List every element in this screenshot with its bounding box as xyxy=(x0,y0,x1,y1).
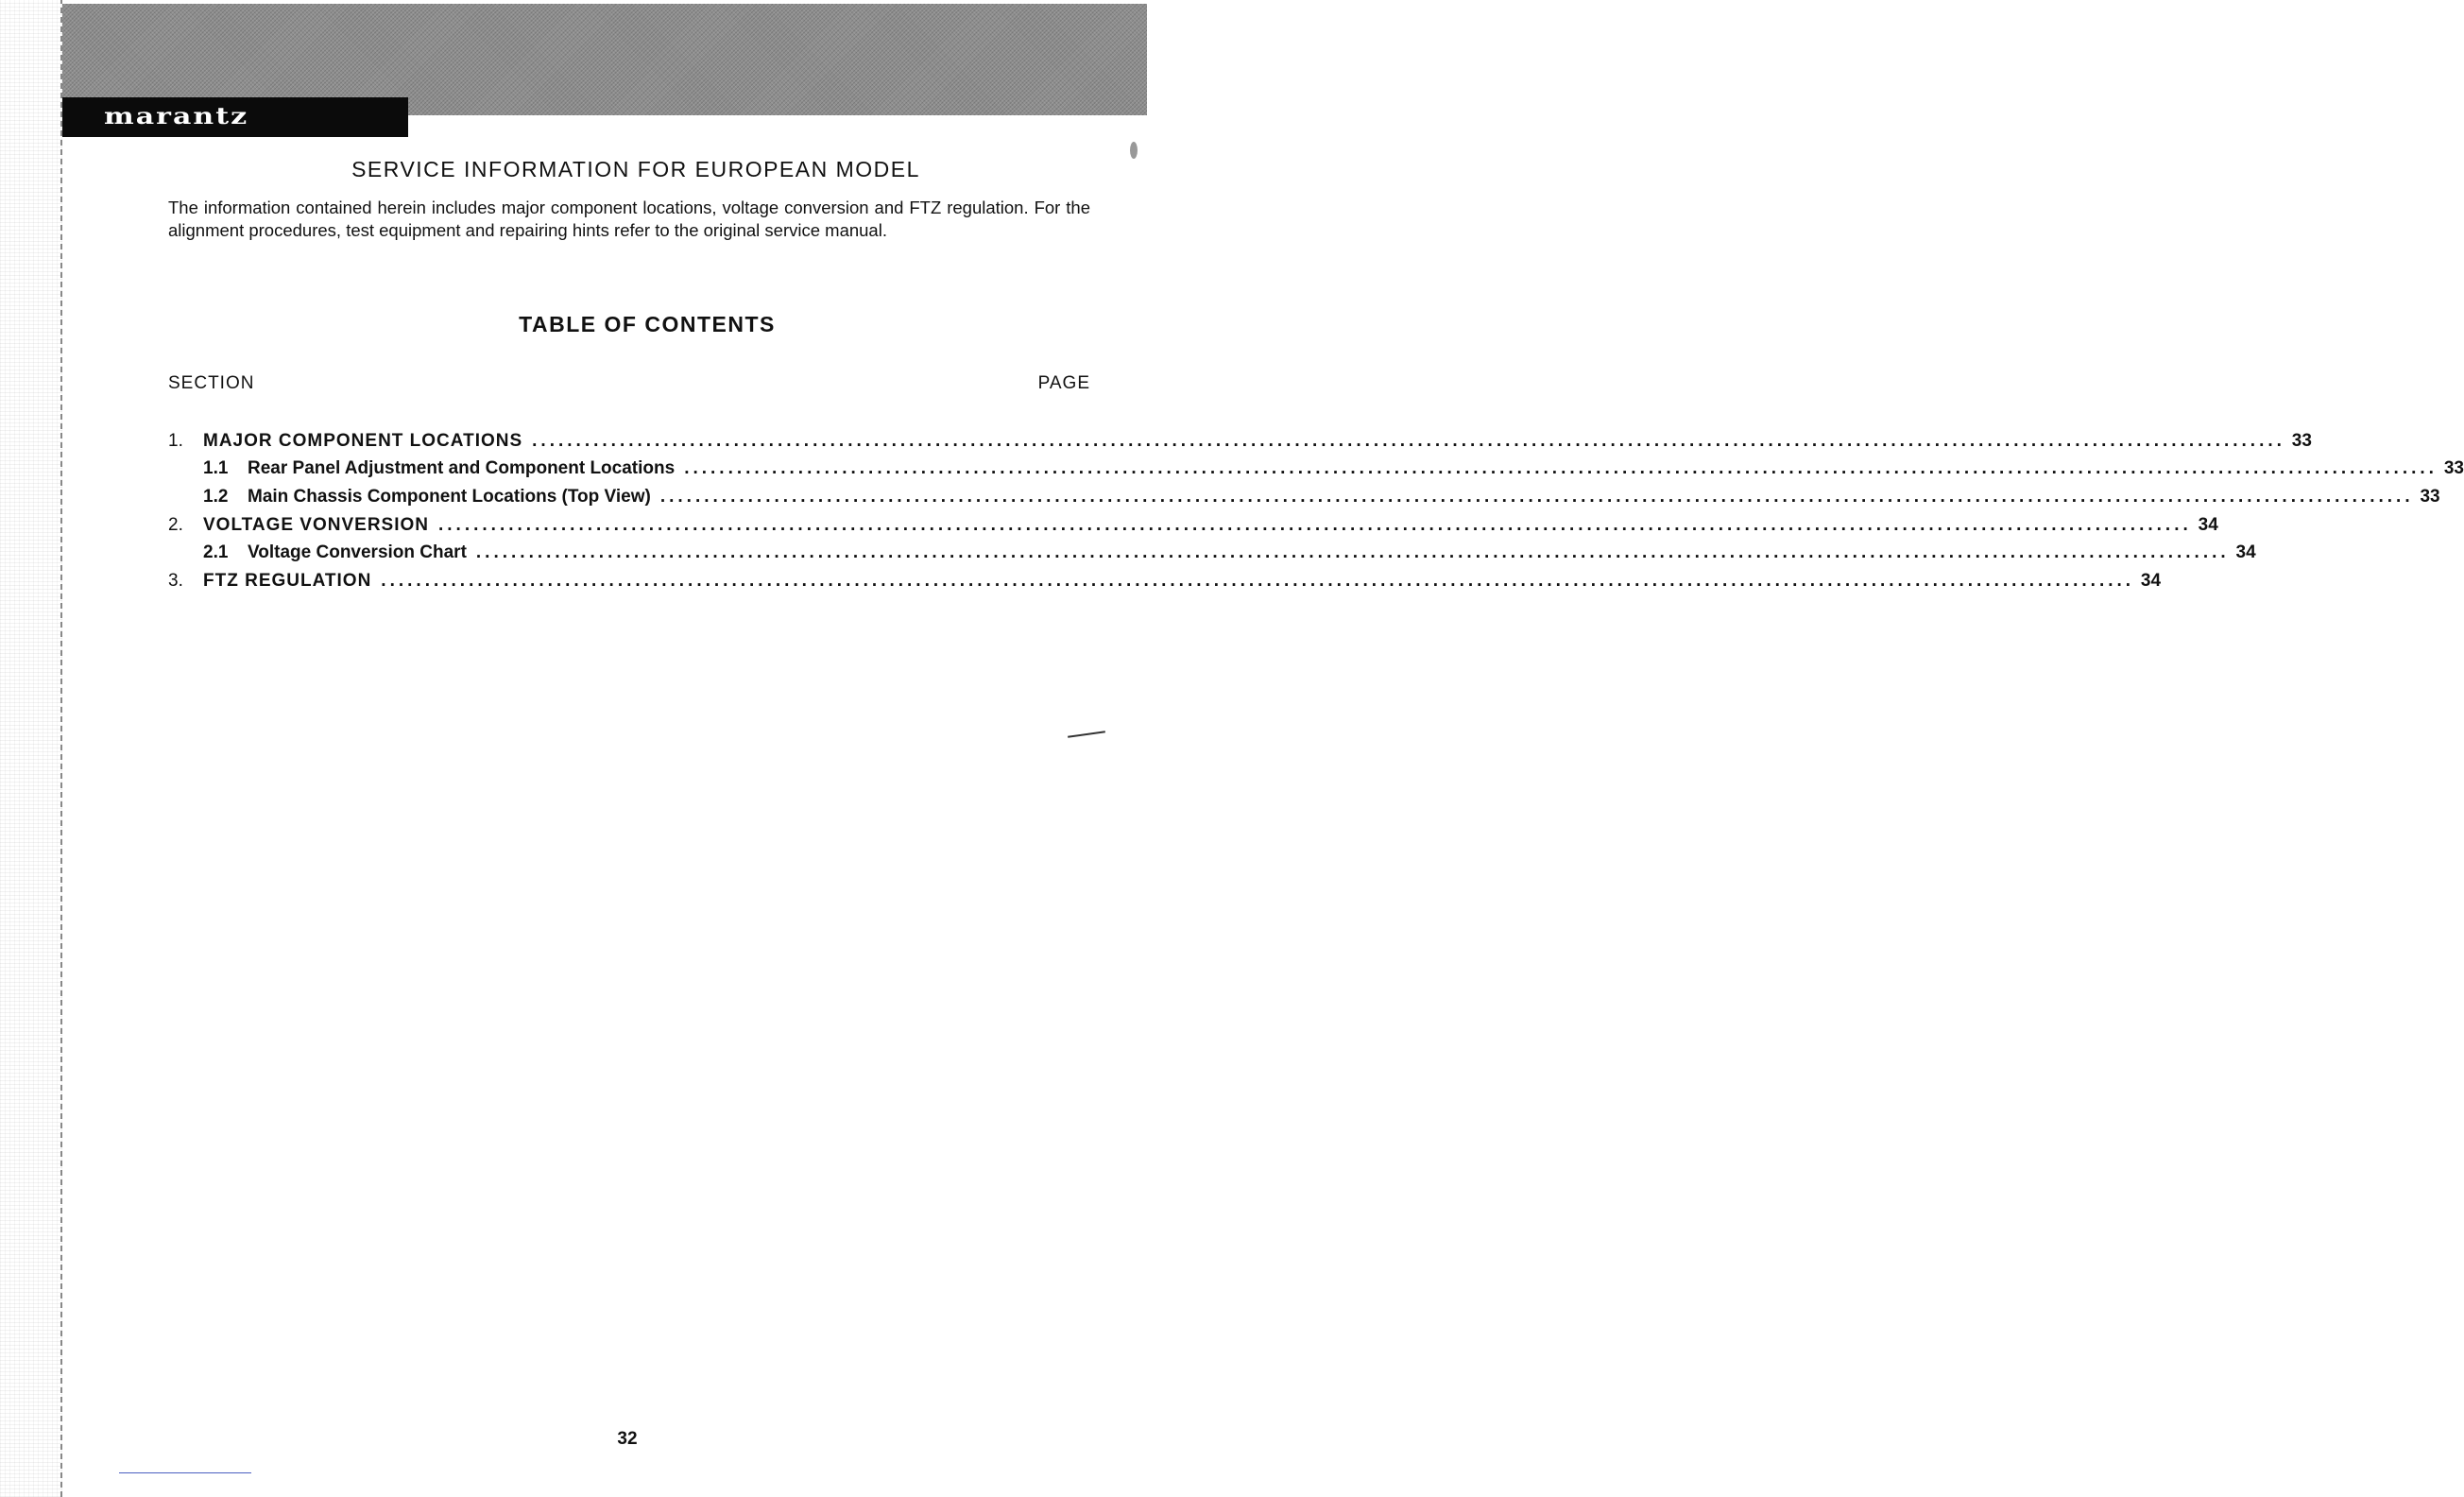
toc-entry xyxy=(168,511,2218,540)
toc-entry-number: 1. xyxy=(168,430,183,451)
dot-leader: ........................................................................................................................................................................................................ xyxy=(381,570,2135,591)
toc-entry-label: Voltage Conversion Chart xyxy=(248,542,467,563)
toc-entry-page: 34 xyxy=(2235,542,2256,563)
toc-entry xyxy=(168,567,2162,595)
toc-subentry xyxy=(168,483,2440,511)
toc-entry-page: 33 xyxy=(2443,458,2464,479)
toc-entry-number: 2. xyxy=(168,514,183,535)
toc-entry-number: 2.1 xyxy=(203,542,229,563)
bottom-rule xyxy=(119,1472,251,1473)
brand-logo-text: marantz xyxy=(104,103,249,130)
section-column-label: SECTION xyxy=(168,373,255,393)
toc-subentry xyxy=(168,539,2256,567)
dot-leader: ........................................................................................................................................................................................................ xyxy=(659,486,2414,507)
page-number: 32 xyxy=(617,1429,638,1449)
dot-leader: ........................................................................................................................................................................................................ xyxy=(684,458,2438,479)
document-title: SERVICE INFORMATION FOR EUROPEAN MODEL xyxy=(351,157,920,181)
toc-entry-number: 1.2 xyxy=(203,486,229,507)
toc-heading: TABLE OF CONTENTS xyxy=(519,312,776,336)
toc-entry-label: FTZ REGULATION xyxy=(203,570,372,591)
intro-paragraph: The information contained herein includes major component locations, voltage conversion and FTZ regulation. For the alignment procedures, test equipment and repairing hints refer to the original service manual. xyxy=(168,198,1090,240)
toc-list xyxy=(168,427,2464,595)
toc-entry xyxy=(168,427,2312,456)
scan-speck xyxy=(1068,731,1105,738)
dot-leader: ........................................................................................................................................................................................................ xyxy=(532,430,2285,451)
toc-entry-label: Rear Panel Adjustment and Component Locations xyxy=(248,458,676,479)
scan-edge-noise xyxy=(0,0,62,1497)
toc-entry-number: 3. xyxy=(168,570,183,591)
toc-entry-label: MAJOR COMPONENT LOCATIONS xyxy=(203,430,523,451)
page-column-label: PAGE xyxy=(1037,373,1090,393)
toc-entry-label: VOLTAGE VONVERSION xyxy=(203,514,429,535)
toc-entry-label: Main Chassis Component Locations (Top View) xyxy=(248,486,651,507)
toc-entry-page: 33 xyxy=(2420,486,2440,507)
toc-entry-page: 33 xyxy=(2291,430,2312,451)
toc-subentry xyxy=(168,456,2464,484)
dot-leader: ........................................................................................................................................................................................................ xyxy=(475,542,2230,563)
dot-leader: ........................................................................................................................................................................................................ xyxy=(438,514,2192,535)
brand-logo xyxy=(62,97,408,137)
toc-entry-page: 34 xyxy=(2198,514,2218,535)
scan-speck xyxy=(1130,142,1138,159)
toc-entry-number: 1.1 xyxy=(203,458,229,479)
toc-entry-page: 34 xyxy=(2140,570,2162,591)
